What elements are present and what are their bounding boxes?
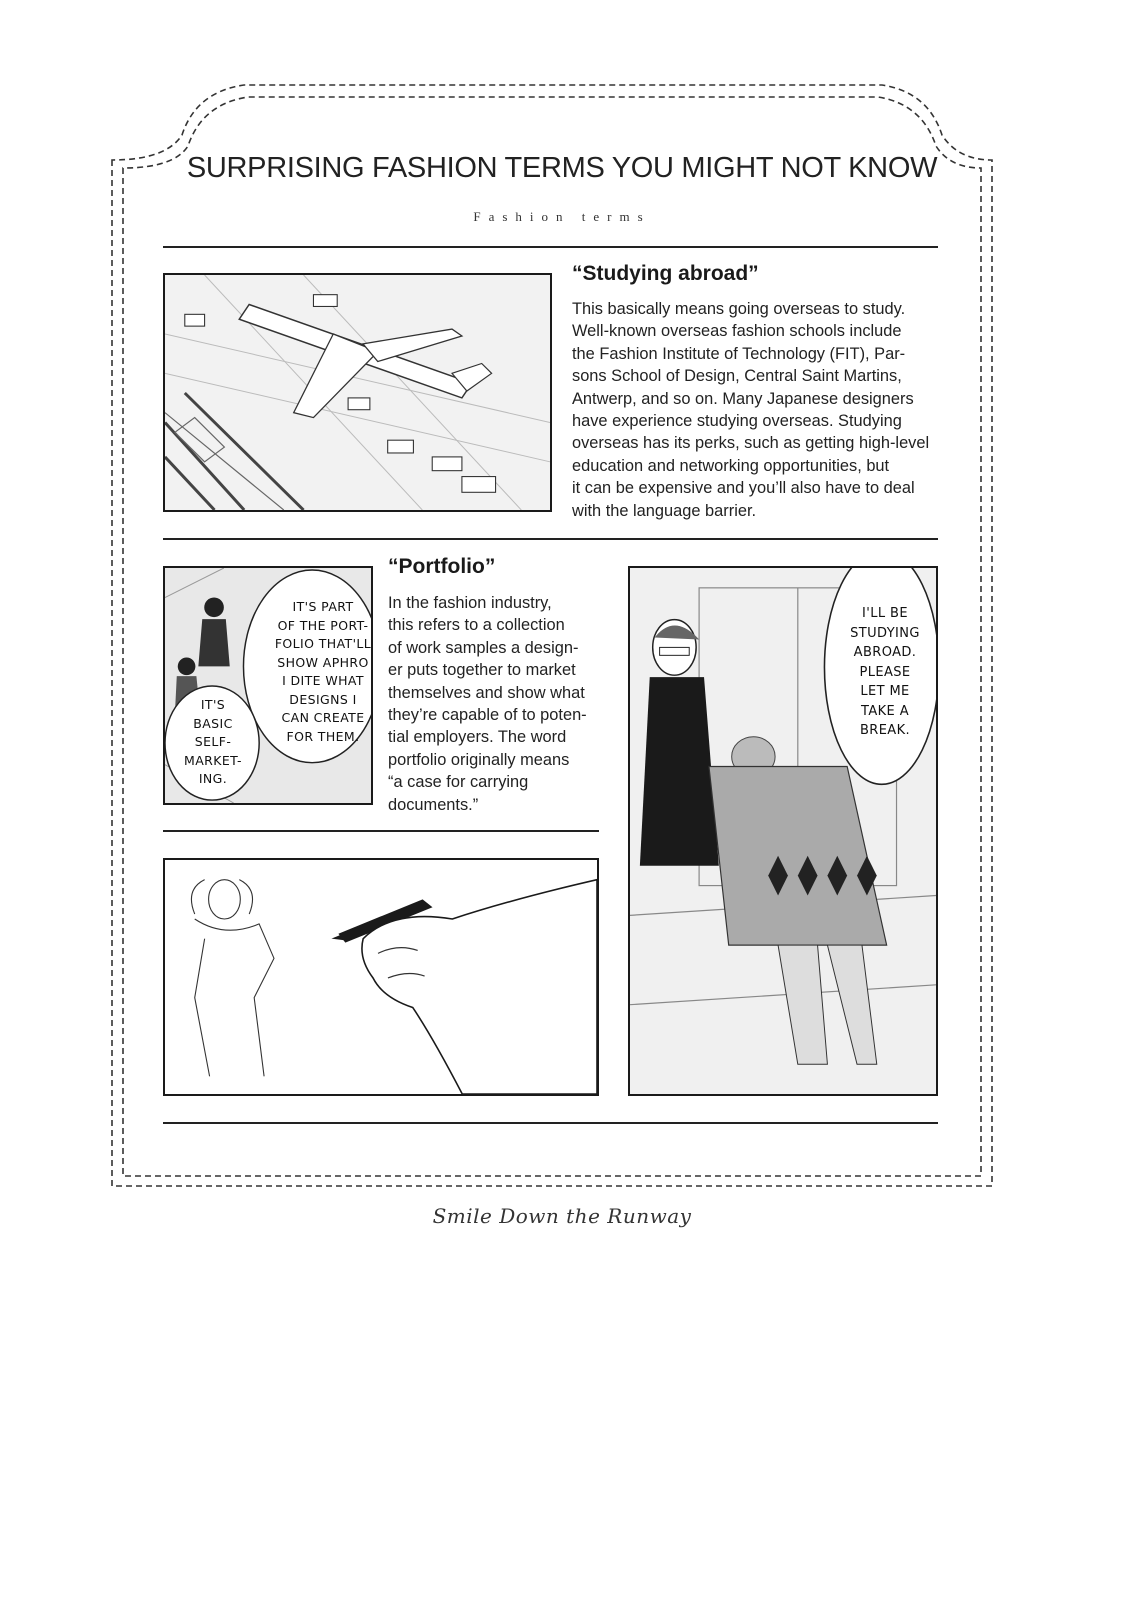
bubble-line: SHOW APHRO bbox=[277, 654, 369, 670]
text-line: overseas has its perks, such as getting high-level bbox=[572, 434, 930, 453]
text-line: er puts together to market bbox=[388, 661, 576, 680]
portfolio-manga-panel bbox=[163, 566, 373, 805]
text-line: documents.” bbox=[388, 795, 479, 814]
heading-portfolio: “Portfolio” bbox=[388, 555, 496, 578]
series-logo: Smile Down the Runway bbox=[432, 1204, 692, 1228]
bubble-line: DESIGNS I bbox=[289, 691, 357, 707]
text-line: themselves and show what bbox=[388, 683, 585, 702]
bubble-line: IT'S bbox=[200, 697, 226, 712]
bubble-line: I DITE WHAT bbox=[282, 673, 364, 688]
text-line: portfolio originally means bbox=[388, 750, 570, 769]
bubble-line: OF THE PORT- bbox=[277, 617, 369, 633]
text-line: it can be expensive and you’ll also have to deal bbox=[572, 479, 915, 498]
body-portfolio bbox=[388, 592, 587, 816]
divider-middle bbox=[163, 538, 938, 540]
text-line: In the fashion industry, bbox=[388, 594, 552, 612]
speech-bubble-studying-abroad bbox=[831, 604, 938, 741]
airport-illustration-panel bbox=[163, 273, 552, 512]
divider-top bbox=[163, 246, 938, 248]
page-title: SURPRISING FASHION TERMS YOU MIGHT NOT KNOW bbox=[186, 152, 938, 184]
text-line: have experience studying overseas. Studying bbox=[572, 412, 902, 431]
text-line: Antwerp, and so on. Many Japanese designers bbox=[572, 389, 914, 408]
bubble-line: CAN CREATE bbox=[281, 710, 365, 725]
bubble-line: LET ME bbox=[860, 684, 910, 699]
text-line: tial employers. The word bbox=[388, 728, 567, 747]
bubble-line: I'LL BE bbox=[862, 606, 908, 621]
bubble-line: FOLIO THAT'LL bbox=[274, 636, 372, 651]
heading-studying-abroad: “Studying abroad” bbox=[572, 262, 759, 285]
text-line: of work samples a design- bbox=[388, 638, 579, 657]
divider-portfolio bbox=[163, 830, 599, 832]
page-subtitle: Fashion terms bbox=[473, 209, 651, 224]
text-line: the Fashion Institute of Technology (FIT), Par- bbox=[572, 344, 906, 363]
divider-bottom bbox=[163, 1122, 938, 1124]
speech-bubble-portfolio-part bbox=[271, 598, 373, 746]
speech-bubble-self-marketing bbox=[173, 696, 253, 789]
text-line: they’re capable of to poten- bbox=[388, 706, 587, 725]
airport-airplane-drawing bbox=[165, 275, 550, 510]
studying-abroad-manga-panel bbox=[628, 566, 938, 1096]
bubble-line: MARKET- bbox=[184, 752, 242, 768]
bubble-line: ING. bbox=[198, 771, 228, 786]
hand-sketching-drawing bbox=[165, 860, 597, 1094]
text-line: sons School of Design, Central Saint Martins, bbox=[572, 367, 902, 386]
text-line: this refers to a collection bbox=[388, 616, 565, 635]
bubble-line: PLEASE bbox=[859, 664, 911, 680]
bubble-line: TAKE A bbox=[861, 703, 909, 719]
bubble-line: BREAK. bbox=[859, 723, 911, 738]
text-line: education and networking opportunities, but bbox=[572, 456, 890, 475]
bubble-line: ABROAD. bbox=[853, 645, 917, 660]
sketch-drawing-panel bbox=[163, 858, 599, 1096]
text-line: with the language barrier. bbox=[572, 501, 757, 520]
bubble-line: SELF- bbox=[194, 734, 232, 749]
bubble-line: STUDYING bbox=[850, 625, 920, 641]
bubble-line: BASIC bbox=[193, 715, 233, 731]
bubble-line: IT'S PART bbox=[292, 599, 354, 614]
text-line: “a case for carrying bbox=[388, 773, 529, 792]
body-studying-abroad bbox=[572, 298, 929, 522]
text-line: This basically means going overseas to study. bbox=[572, 300, 906, 318]
text-line: Well-known overseas fashion schools include bbox=[572, 322, 902, 341]
bubble-line: FOR THEM. bbox=[286, 728, 360, 744]
